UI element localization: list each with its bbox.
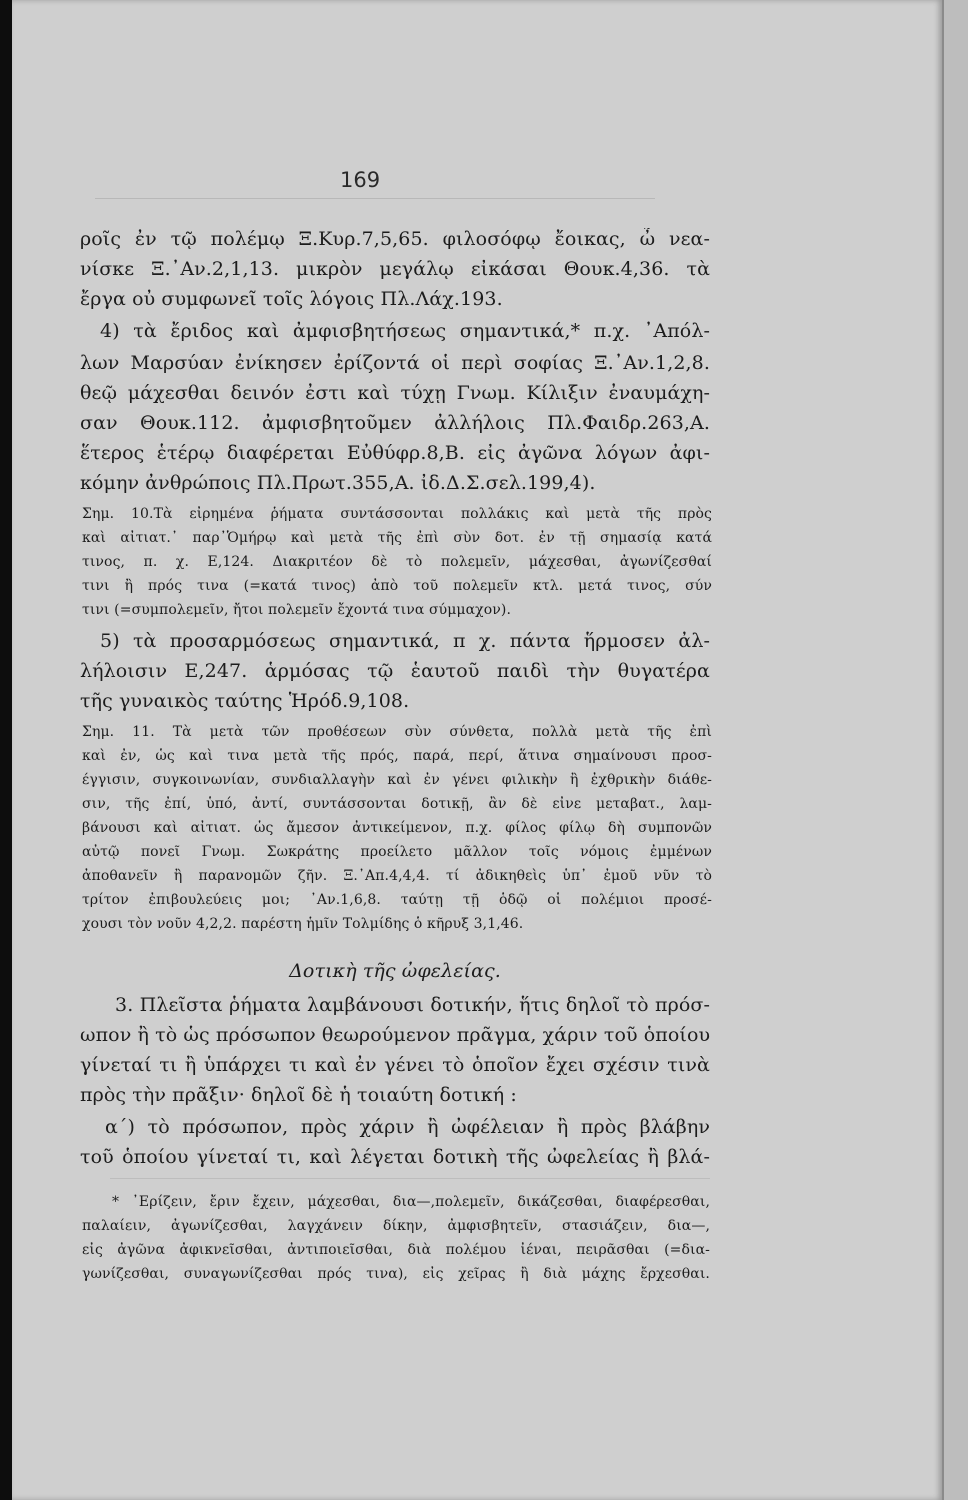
text-line: ἔργα οὐ συμφωνεῖ τοῖς λόγοις Πλ.Λάχ.193.	[80, 288, 503, 310]
footnote-line: εἰς ἀγῶνα ἀφικνεῖσθαι, ἀντιποιεῖσθαι, διὰ πολέμου ἰέναι, πειρᾶσθαι (=δια-	[82, 1242, 710, 1258]
text-line: κόμην ἀνθρώποις Πλ.Πρωτ.355,Α. ἰδ.Δ.Σ.σελ.199,4).	[80, 472, 596, 494]
text-line: 4) τὰ ἔριδος καὶ ἀμφισβητήσεως σημαντικά,* π.χ. ᾿Απόλ-	[100, 320, 710, 342]
text-line: α΄) τὸ πρόσωπον, πρὸς χάριν ἢ ὠφέλειαν ἢ πρὸς βλάβην	[105, 1116, 710, 1138]
note-line: τρίτον ἐπιβουλεύεις μοι; ᾿Αν.1,6,8. ταύτῃ τῇ ὁδῷ οἱ πολέμιοι προσέ-	[82, 892, 712, 908]
footnote-line: * ᾿Ερίζειν, ἔριν ἔχειν, μάχεσθαι, δια—,πολεμεῖν, δικάζεσθαι, διαφέρεσθαι,	[112, 1194, 710, 1210]
note-line: τινι ἢ πρός τινα (=κατά τινος) ἀπὸ τοῦ πολεμεῖν κτλ. μετά τινος, σύν	[82, 578, 712, 594]
header-rule	[95, 198, 655, 199]
text-line: 5) τὰ προσαρμόσεως σημαντικά, π χ. πάντα ἥρμοσεν ἀλ-	[100, 630, 710, 652]
note-line: βάνουσι καὶ αἰτιατ. ὡς ἄμεσον ἀντικείμενον, π.χ. φίλος φίλῳ δὴ συμπονῶν	[82, 820, 712, 836]
note-line: αὐτῷ πονεῖ Γνωμ. Σωκράτης προείλετο μᾶλλον τοῖς νόμοις ἐμμένων	[82, 844, 712, 860]
text-line: τῆς γυναικὸς ταύτης Ἡρόδ.9,108.	[80, 690, 410, 712]
text-line: λήλοισιν Ε,247. ἁρμόσας τῷ ἑαυτοῦ παιδὶ τὴν θυγατέρα	[80, 660, 710, 682]
note-line: Σημ. 10.Τὰ εἰρημένα ῥήματα συντάσσονται πολλάκις καὶ μετὰ τῆς πρὸς	[82, 506, 712, 522]
note-line: ἀποθανεῖν ἢ παρανομῶν ζῆν. Ξ.᾿Απ.4,4,4. τί ἀδικηθεὶς ὑπ᾿ ἐμοῦ νῦν τὸ	[82, 868, 712, 884]
text-line: σαν Θουκ.112. ἀμφισβητοῦμεν ἀλλήλοις Πλ.Φαιδρ.263,Α.	[80, 412, 710, 434]
note-line: τινι (=συμπολεμεῖν, ἤτοι πολεμεῖν ἔχοντά τινα σύμμαχον).	[82, 602, 511, 618]
text-line: πρὸς τὴν πρᾶξιν· δηλοῖ δὲ ἡ τοιαύτη δοτική :	[80, 1084, 517, 1106]
page-edge-shadow	[942, 0, 968, 1500]
note-line: Σημ. 11. Τὰ μετὰ τῶν προθέσεων σὺν σύνθετα, πολλὰ μετὰ τῆς ἐπὶ	[82, 724, 712, 740]
text-line: νίσκε Ξ.᾿Αν.2,1,13. μικρὸν μεγάλῳ εἰκάσαι Θουκ.4,36. τὰ	[80, 258, 710, 280]
text-line: 3. Πλεῖστα ῥήματα λαμβάνουσι δοτικήν, ἥτις δηλοῖ τὸ πρόσ-	[115, 994, 710, 1016]
note-line: έγγισιν, συγκοινωνίαν, συνδιαλλαγὴν καὶ ἐν γένει φιλικὴν ἢ ἐχθρικὴν διάθε-	[82, 772, 712, 788]
text-line: γίνεταί τι ἢ ὑπάρχει τι καὶ ἐν γένει τὸ ὁποῖον ἔχει σχέσιν τινὰ	[80, 1054, 710, 1076]
note-line: καὶ ἐν, ὡς καὶ τινα μετὰ τῆς πρός, παρά, περί, ἅτινα σημαίνουσι προσ-	[82, 748, 712, 764]
text-line: λων Μαρσύαν ἐνίκησεν ἐρίζοντά οἱ περὶ σοφίας Ξ.᾿Αν.1,2,8.	[80, 352, 710, 374]
note-line: σιν, τῆς ἐπί, ὑπό, ἀντί, συντάσσονται δοτικῇ, ἂν δὲ εἶνε μεταβατ., λαμ-	[82, 796, 712, 812]
note-line: καὶ αἰτιατ.᾿ παρ᾿Ὁμήρῳ καὶ μετὰ τῆς ἐπὶ σὺν δοτ. ἐν τῇ σημασίᾳ κατά	[82, 530, 712, 546]
page-number: 169	[340, 168, 381, 192]
scan-border	[0, 0, 12, 1500]
note-line: χουσι τὸν νοῦν 4,2,2. παρέστη ἡμῖν Τολμίδης ὁ κῆρυξ 3,1,46.	[82, 916, 524, 932]
text-line: θεῷ μάχεσθαι δεινόν ἐστι καὶ τύχῃ Γνωμ. Κίλιξιν ἐναυμάχη-	[80, 382, 710, 404]
text-line: ωπον ἢ τὸ ὡς πρόσωπον θεωρούμενον πρᾶγμα, χάριν τοῦ ὁποίου	[80, 1024, 710, 1046]
footnote-line: παλαίειν, ἀγωνίζεσθαι, λαγχάνειν δίκην, ἀμφισβητεῖν, στασιάζειν, δια—,	[82, 1218, 710, 1234]
text-line: τοῦ ὁποίου γίνεταί τι, καὶ λέγεται δοτικὴ τῆς ὠφελείας ἢ βλά-	[80, 1146, 710, 1168]
footnote-line: γωνίζεσθαι, συναγωνίζεσθαι πρός τινα), εἰς χεῖρας ἢ διὰ μάχης ἔρχεσθαι.	[82, 1266, 710, 1282]
note-line: τινος, π. χ. Ε,124. Διακριτέον δὲ τὸ πολεμεῖν, μάχεσθαι, ἀγωνίζεσθαί	[82, 554, 712, 570]
text-line: ροῖς ἐν τῷ πολέμῳ Ξ.Κυρ.7,5,65. φιλοσόφῳ ἔοικας, ὦ νεα-	[80, 228, 710, 250]
footnote-rule	[110, 1178, 710, 1179]
section-heading: Δοτικὴ τῆς ὠφελείας.	[289, 960, 501, 982]
text-line: ἕτερος ἑτέρῳ διαφέρεται Εὐθύφρ.8,Β. εἰς ἀγῶνα λόγων ἀφι-	[80, 442, 710, 464]
